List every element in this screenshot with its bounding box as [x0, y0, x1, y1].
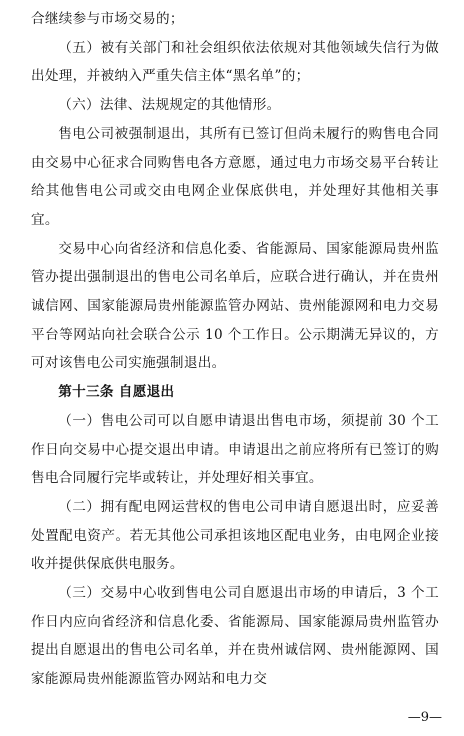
page-number: —9—	[407, 710, 442, 725]
paragraph-item-5: （五）被有关部门和社会组织依法依规对其他领域失信行为做出处理，并被纳入严重失信主体“黑名单”的；	[31, 39, 439, 85]
paragraph-forced-exit-publicity: 交易中心向省经济和信息化委、省能源局、国家能源局贵州监管办提出强制退出的售电公司名单后，应联合进行确认，并在贵州诚信网、国家能源局贵州能源监管办网站、贵州能源网和电力交易平台等网站向社会联合公示 10 个工作日。公示期满无异议的，方可对该售电公司实施强制退出。	[31, 240, 439, 372]
article-13-heading: 第十三条 自愿退出	[58, 384, 175, 401]
paragraph-continuation: 合继续参与市场交易的；	[31, 11, 184, 27]
paragraph-voluntary-3: （三）交易中心收到售电公司自愿退出市场的申请后，3 个工作日内应向省经济和信息化委、省能源局、国家能源局贵州监管办提出自愿退出的售电公司名单，并在贵州诚信网、贵州能源网、国家能源局贵州能源监管办网站和电力交	[31, 585, 439, 688]
paragraph-voluntary-2: （二）拥有配电网运营权的售电公司申请自愿退出时，应妥善处置配电资产。若无其他公司承担该地区配电业务，由电网企业接收并提供保底供电服务。	[31, 498, 439, 573]
paragraph-item-6: （六）法律、法规规定的其他情形。	[58, 97, 281, 114]
paragraph-forced-exit-contracts: 售电公司被强制退出，其所有已签订但尚未履行的购售电合同由交易中心征求合同购售电各方意愿，通过电力市场交易平台转让给其他售电公司或交由电网企业保底供电，并处理好其他相关事宜。	[31, 125, 439, 228]
paragraph-voluntary-1: （一）售电公司可以自愿申请退出售电市场，须提前 30 个工作日向交易中心提交退出申请。申请退出之前应将所有已签订的购售电合同履行完毕或转让，并处理好相关事宜。	[31, 412, 439, 487]
body-text	[31, 5, 439, 694]
